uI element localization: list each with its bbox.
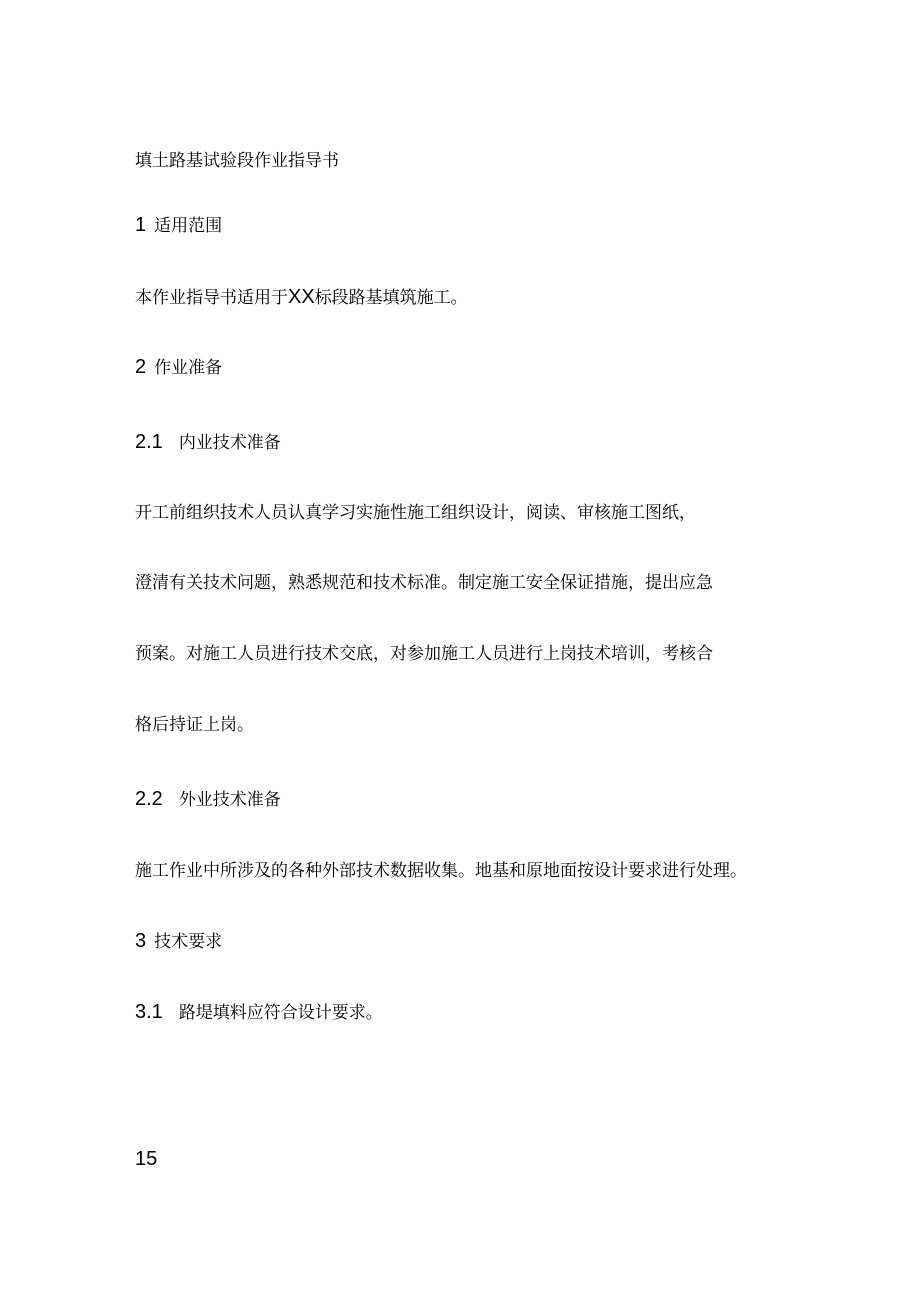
section-2-2-heading xyxy=(135,788,281,811)
section-3-1-text: 路堤填料应符合设计要求。 xyxy=(178,1003,383,1023)
section-3-heading xyxy=(135,930,222,953)
section-3-1-number: 3.1 xyxy=(135,1001,163,1023)
section-3-title: 技术要求 xyxy=(154,932,223,952)
section-2-1-title: 内业技术准备 xyxy=(178,433,281,453)
section-2-2-text: 施工作业中所涉及的各种外部技术数据收集。地基和原地面按设计要求进行处理。 xyxy=(135,861,747,881)
scope-paragraph xyxy=(135,286,468,309)
paragraph-line: 格后持证上岗。 xyxy=(135,715,254,735)
page-number: 15 xyxy=(135,1148,158,1170)
scope-text-after: 标段路基填筑施工。 xyxy=(314,288,468,308)
section-1-number: 1 xyxy=(135,214,147,236)
section-3-number: 3 xyxy=(135,930,147,952)
section-2-1-heading xyxy=(135,431,281,454)
paragraph-line: 澄清有关技术问题，熟悉规范和技术标准。制定施工安全保证措施，提出应急 xyxy=(135,573,713,593)
section-2-1-number: 2.1 xyxy=(135,431,163,453)
section-2-heading xyxy=(135,356,222,379)
paragraph-line: 预案。对施工人员进行技术交底，对参加施工人员进行上岗技术培训，考核合 xyxy=(135,644,713,664)
paragraph-line: 开工前组织技术人员认真学习实施性施工组织设计，阅读、审核施工图纸， xyxy=(135,503,696,523)
document-title: 填土路基试验段作业指导书 xyxy=(135,151,339,171)
section-2-number: 2 xyxy=(135,356,147,378)
section-2-2-title: 外业技术准备 xyxy=(178,790,281,810)
section-2-2-number: 2.2 xyxy=(135,788,163,810)
scope-section-code: XX xyxy=(288,286,315,308)
scope-text-before: 本作业指导书适用于 xyxy=(135,288,288,308)
section-2-title: 作业准备 xyxy=(154,358,223,378)
section-1-title: 适用范围 xyxy=(154,216,223,236)
section-3-1-item xyxy=(135,1001,383,1024)
section-1-heading xyxy=(135,214,222,237)
